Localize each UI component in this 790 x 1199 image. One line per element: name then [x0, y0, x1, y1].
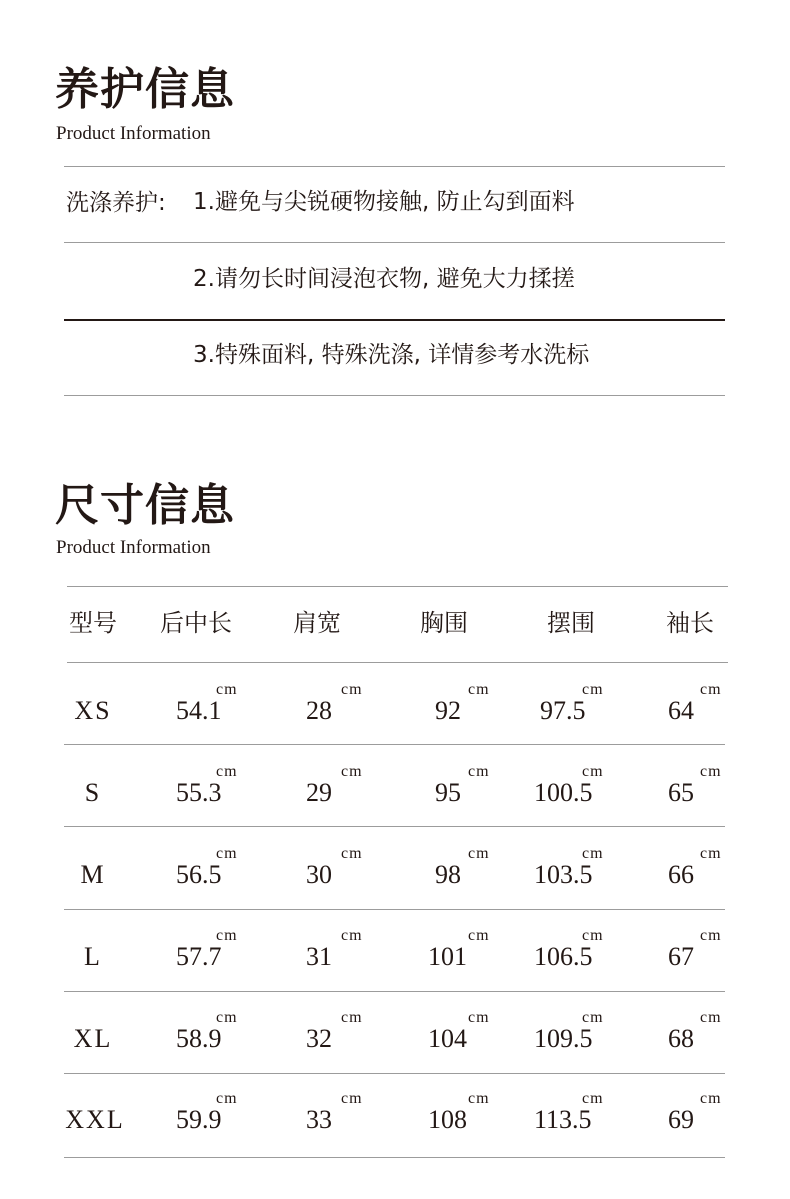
- unit-label: cm: [468, 763, 490, 780]
- value-sleeve: 65: [668, 778, 694, 807]
- value-chest: 98: [435, 860, 461, 889]
- header-sleeve: 袖长: [666, 609, 714, 637]
- value-hem: 109.5: [534, 1024, 593, 1053]
- row-divider: [64, 1073, 725, 1074]
- unit-label: cm: [341, 1090, 363, 1107]
- unit-label: cm: [216, 1090, 238, 1107]
- value-sleeve: 64: [668, 696, 694, 725]
- value-back-length: 55.3: [176, 778, 222, 807]
- unit-label: cm: [216, 681, 238, 698]
- header-chest: 胸围: [420, 609, 468, 637]
- care-subtitle: Product Information: [56, 123, 211, 144]
- table-bottom-line: [64, 1157, 725, 1158]
- unit-label: cm: [341, 845, 363, 862]
- value-hem: 113.5: [534, 1105, 592, 1134]
- value-chest: 108: [428, 1105, 467, 1134]
- size-label: XXL: [65, 1105, 125, 1134]
- unit-label: cm: [468, 1090, 490, 1107]
- value-sleeve: 66: [668, 860, 694, 889]
- care-item-1: 1.避免与尖锐硬物接触, 防止勾到面料: [193, 189, 575, 215]
- unit-label: cm: [582, 1090, 604, 1107]
- size-label: L: [84, 942, 102, 971]
- unit-label: cm: [216, 763, 238, 780]
- unit-label: cm: [341, 927, 363, 944]
- unit-label: cm: [700, 1090, 722, 1107]
- divider: [64, 395, 725, 396]
- unit-label: cm: [582, 927, 604, 944]
- size-title: 尺寸信息: [55, 480, 235, 531]
- unit-label: cm: [341, 1009, 363, 1026]
- value-shoulder: 32: [306, 1024, 332, 1053]
- care-item-2: 2.请勿长时间浸泡衣物, 避免大力揉搓: [193, 266, 575, 292]
- unit-label: cm: [700, 1009, 722, 1026]
- value-hem: 106.5: [534, 942, 593, 971]
- size-label: XL: [73, 1024, 113, 1053]
- value-shoulder: 30: [306, 860, 332, 889]
- value-hem: 103.5: [534, 860, 593, 889]
- unit-label: cm: [700, 763, 722, 780]
- unit-label: cm: [582, 845, 604, 862]
- size-label: XS: [74, 696, 112, 725]
- unit-label: cm: [468, 845, 490, 862]
- row-divider: [64, 826, 725, 827]
- value-back-length: 57.7: [176, 942, 222, 971]
- unit-label: cm: [468, 927, 490, 944]
- unit-label: cm: [468, 681, 490, 698]
- unit-label: cm: [216, 845, 238, 862]
- value-back-length: 58.9: [176, 1024, 222, 1053]
- unit-label: cm: [700, 681, 722, 698]
- unit-label: cm: [216, 927, 238, 944]
- row-divider: [64, 909, 725, 910]
- size-label: S: [84, 778, 102, 807]
- unit-label: cm: [341, 681, 363, 698]
- unit-label: cm: [341, 763, 363, 780]
- unit-label: cm: [700, 927, 722, 944]
- value-back-length: 59.9: [176, 1105, 222, 1134]
- divider: [64, 166, 725, 167]
- unit-label: cm: [216, 1009, 238, 1026]
- value-sleeve: 67: [668, 942, 694, 971]
- value-shoulder: 29: [306, 778, 332, 807]
- value-sleeve: 69: [668, 1105, 694, 1134]
- value-hem: 97.5: [540, 696, 586, 725]
- row-divider: [64, 744, 725, 745]
- value-back-length: 54.1: [176, 696, 222, 725]
- unit-label: cm: [582, 1009, 604, 1026]
- value-shoulder: 28: [306, 696, 332, 725]
- value-chest: 104: [428, 1024, 467, 1053]
- value-sleeve: 68: [668, 1024, 694, 1053]
- value-chest: 95: [435, 778, 461, 807]
- value-chest: 92: [435, 696, 461, 725]
- care-label: 洗涤养护:: [66, 190, 166, 216]
- value-back-length: 56.5: [176, 860, 222, 889]
- care-title: 养护信息: [55, 64, 235, 115]
- divider: [64, 319, 725, 321]
- value-hem: 100.5: [534, 778, 593, 807]
- table-top-line: [67, 586, 728, 587]
- divider: [64, 242, 725, 243]
- header-hem: 摆围: [547, 609, 595, 637]
- value-shoulder: 31: [306, 942, 332, 971]
- value-chest: 101: [428, 942, 467, 971]
- care-item-3: 3.特殊面料, 特殊洗涤, 详情参考水洗标: [193, 342, 590, 368]
- value-shoulder: 33: [306, 1105, 332, 1134]
- table-header-line: [67, 662, 728, 663]
- header-shoulder: 肩宽: [293, 609, 341, 637]
- unit-label: cm: [700, 845, 722, 862]
- row-divider: [64, 991, 725, 992]
- unit-label: cm: [582, 681, 604, 698]
- header-back-length: 后中长: [160, 609, 232, 637]
- unit-label: cm: [468, 1009, 490, 1026]
- unit-label: cm: [582, 763, 604, 780]
- header-model: 型号: [69, 609, 117, 637]
- size-subtitle: Product Information: [56, 537, 211, 558]
- size-label: M: [80, 860, 106, 889]
